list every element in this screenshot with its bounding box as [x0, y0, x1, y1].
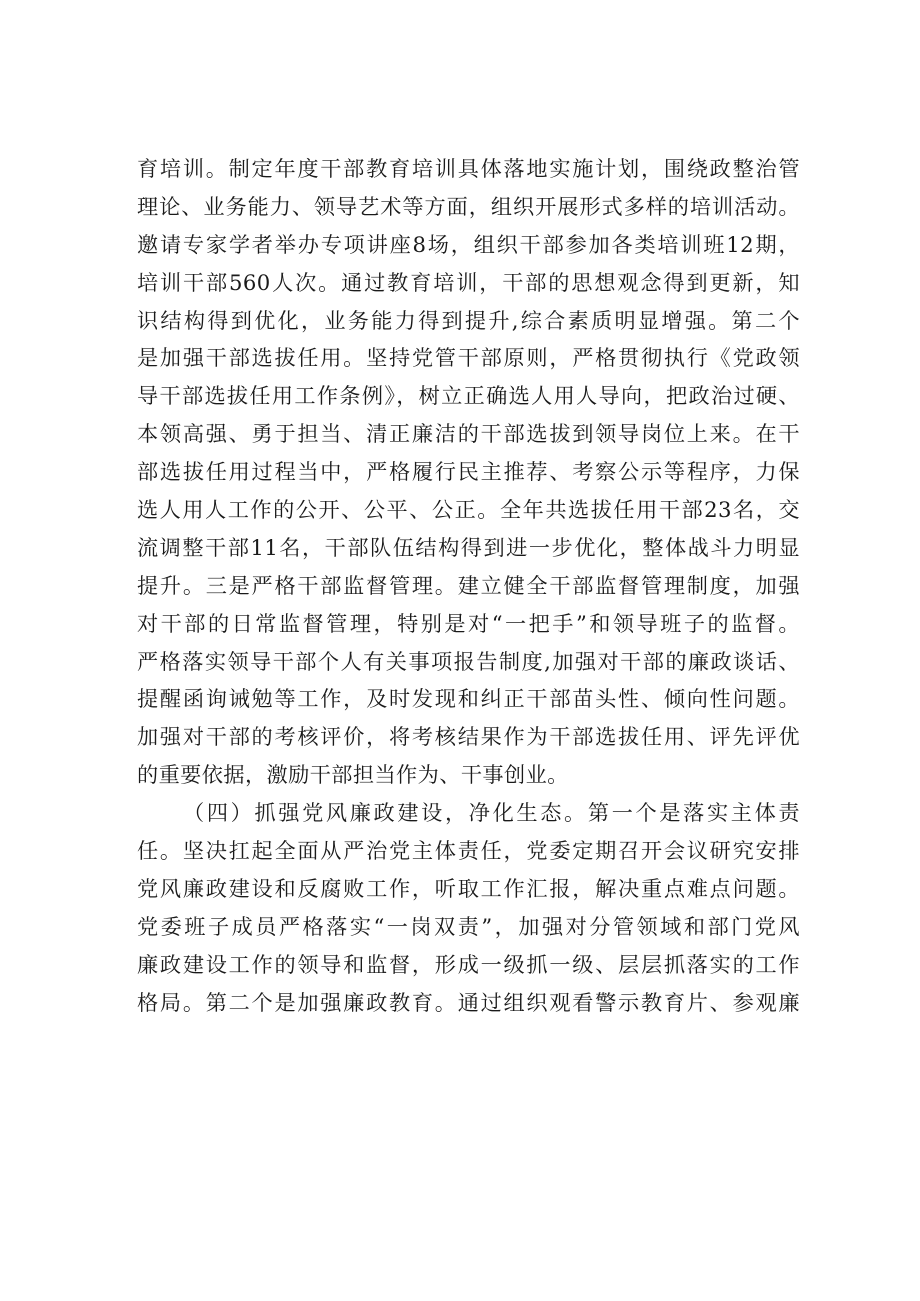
text-line: 邀请专家学者举办专项讲座8场，组织干部参加各类培训班12期，: [137, 231, 800, 257]
text-line: 的重要依据，激励干部担当作为、干事创业。: [137, 762, 569, 788]
text-line: 党风廉政建设和反腐败工作，听取工作汇报，解决重点难点问题。: [137, 875, 800, 901]
text-line: 流调整干部11名，干部队伍结构得到进一步优化，整体战斗力明显: [137, 534, 800, 560]
text-line: 廉政建设工作的领导和监督，形成一级抓一级、层层抓落实的工作: [137, 951, 800, 977]
text-line: 部选拔任用过程当中，严格履行民主推荐、考察公示等程序，力保: [137, 459, 800, 485]
text-line: 对干部的日常监督管理，特别是对“一把手”和领导班子的监督。: [137, 610, 800, 636]
text-line: 育培训。制定年度干部教育培训具体落地实施计划，围绕政整治管: [137, 156, 800, 181]
text-line: 本领高强、勇于担当、清正廉洁的干部选拔到领导岗位上来。在干: [137, 421, 800, 447]
text-line: 是加强干部选拔任用。坚持党管干部原则，严格贯彻执行《党政领: [137, 345, 800, 371]
text-line: 提醒函询诫勉等工作，及时发现和纠正干部苗头性、倾向性问题。: [137, 686, 800, 712]
text-line: 理论、业务能力、领导艺术等方面，组织开展形式多样的培训活动。: [137, 193, 800, 219]
body-text: [137, 150, 800, 1021]
text-line: 培训干部560人次。通过教育培训，干部的思想观念得到更新，知: [137, 269, 800, 295]
text-line: 选人用人工作的公开、公平、公正。全年共选拔任用干部23名，交: [137, 497, 800, 523]
text-line: 任。坚决扛起全面从严治党主体责任，党委定期召开会议研究安排: [137, 838, 800, 864]
text-line: 格局。第二个是加强廉政教育。通过组织观看警示教育片、参观廉: [137, 989, 800, 1015]
text-line: 严格落实领导干部个人有关事项报告制度,加强对干部的廉政谈话、: [137, 648, 800, 674]
text-line: 党委班子成员严格落实“一岗双责”，加强对分管领域和部门党风: [137, 913, 800, 939]
text-line: 加强对干部的考核评价，将考核结果作为干部选拔任用、评先评优: [137, 724, 800, 750]
section-heading-line: （四）抓强党风廉政建设，净化生态。第一个是落实主体责: [183, 800, 800, 826]
text-line: 提升。三是严格干部监督管理。建立健全干部监督管理制度，加强: [137, 572, 800, 598]
text-line: 导干部选拔任用工作条例》，树立正确选人用人导向，把政治过硬、: [137, 383, 800, 409]
text-line: 识结构得到优化，业务能力得到提升,综合素质明显增强。第二个: [137, 307, 800, 333]
